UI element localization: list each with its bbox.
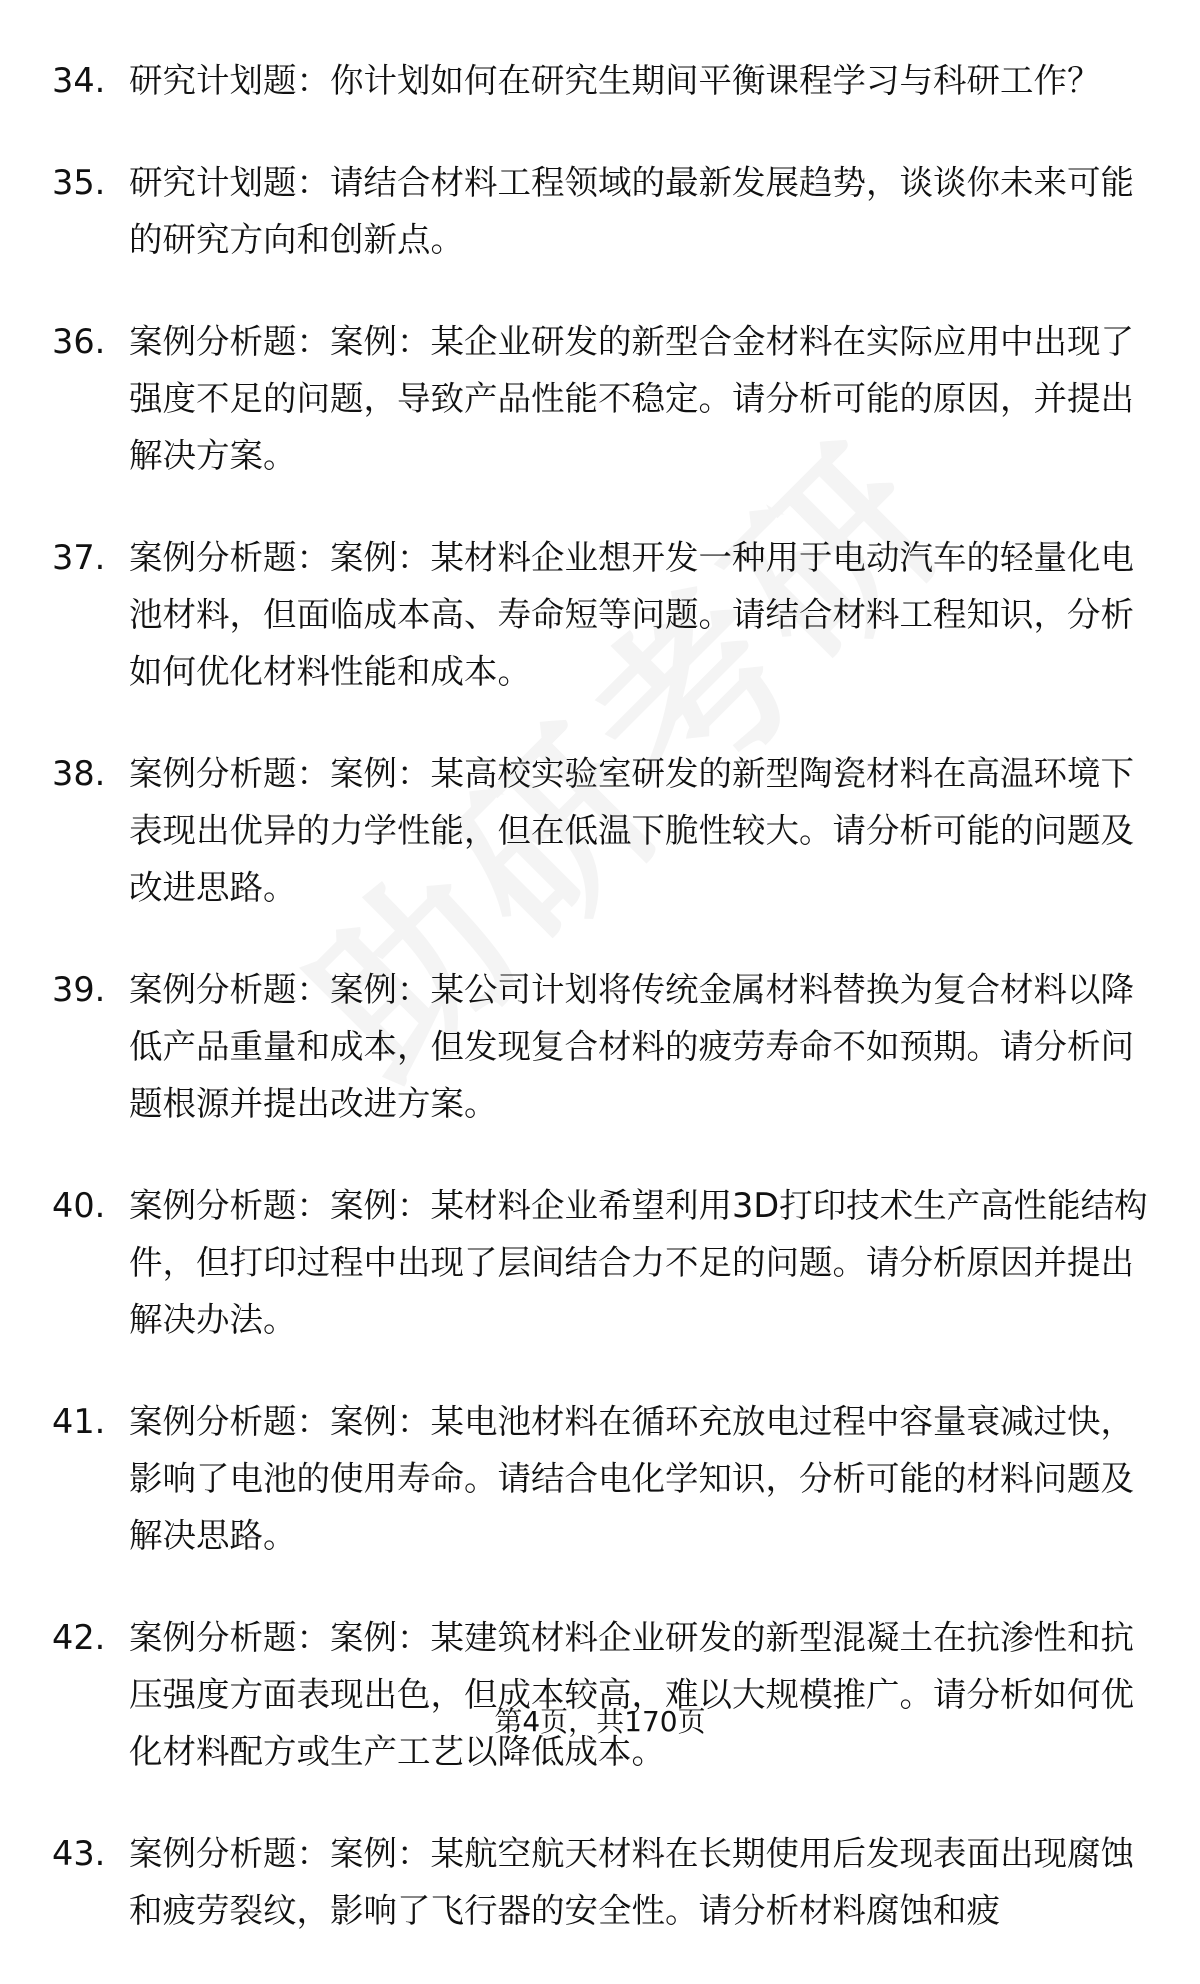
question-text: 研究计划题：你计划如何在研究生期间平衡课程学习与科研工作？ [129, 61, 1101, 100]
question-item [52, 1825, 1152, 1939]
question-item [52, 313, 1152, 484]
question-number: 43. [52, 1834, 106, 1873]
question-text: 研究计划题：请结合材料工程领域的最新发展趋势，谈谈你未来可能的研究方向和创新点。 [129, 163, 1134, 259]
question-text: 案例分析题：案例：某电池材料在循环充放电过程中容量衰减过快，影响了电池的使用寿命。请结合电化学知识，分析可能的材料问题及解决思路。 [129, 1402, 1134, 1555]
question-text: 案例分析题：案例：某材料企业希望利用3D打印技术生产高性能结构件，但打印过程中出现了层间结合力不足的问题。请分析原因并提出解决办法。 [129, 1186, 1148, 1339]
question-number: 34. [52, 61, 106, 100]
question-text: 案例分析题：案例：某高校实验室研发的新型陶瓷材料在高温环境下表现出优异的力学性能，但在低温下脆性较大。请分析可能的问题及改进思路。 [129, 754, 1134, 907]
question-text: 案例分析题：案例：某公司计划将传统金属材料替换为复合材料以降低产品重量和成本，但发现复合材料的疲劳寿命不如预期。请分析问题根源并提出改进方案。 [129, 970, 1134, 1123]
question-item [52, 745, 1152, 916]
question-item [52, 154, 1152, 268]
question-text: 案例分析题：案例：某航空航天材料在长期使用后发现表面出现腐蚀和疲劳裂纹，影响了飞行器的安全性。请分析材料腐蚀和疲 [129, 1834, 1134, 1930]
question-number: 36. [52, 322, 106, 361]
question-text: 案例分析题：案例：某建筑材料企业研发的新型混凝土在抗渗性和抗压强度方面表现出色，但成本较高，难以大规模推广。请分析如何优化材料配方或生产工艺以降低成本。 [129, 1618, 1134, 1771]
question-text: 案例分析题：案例：某企业研发的新型合金材料在实际应用中出现了强度不足的问题，导致产品性能不稳定。请分析可能的原因，并提出解决方案。 [129, 322, 1134, 475]
question-item [52, 1177, 1152, 1348]
question-number: 35. [52, 163, 106, 202]
question-number: 40. [52, 1186, 106, 1225]
question-number: 37. [52, 538, 106, 577]
question-text: 案例分析题：案例：某材料企业想开发一种用于电动汽车的轻量化电池材料，但面临成本高、寿命短等问题。请结合材料工程知识，分析如何优化材料性能和成本。 [129, 538, 1134, 691]
question-number: 42. [52, 1618, 106, 1657]
question-item [52, 961, 1152, 1132]
question-list [52, 52, 1152, 1984]
question-item [52, 529, 1152, 700]
question-item [52, 52, 1152, 109]
question-number: 41. [52, 1402, 106, 1441]
question-item [52, 1609, 1152, 1780]
question-item [52, 1393, 1152, 1564]
question-number: 39. [52, 970, 106, 1009]
question-number: 38. [52, 754, 106, 793]
page-footer: 第4页，共170页 [494, 1705, 706, 1738]
